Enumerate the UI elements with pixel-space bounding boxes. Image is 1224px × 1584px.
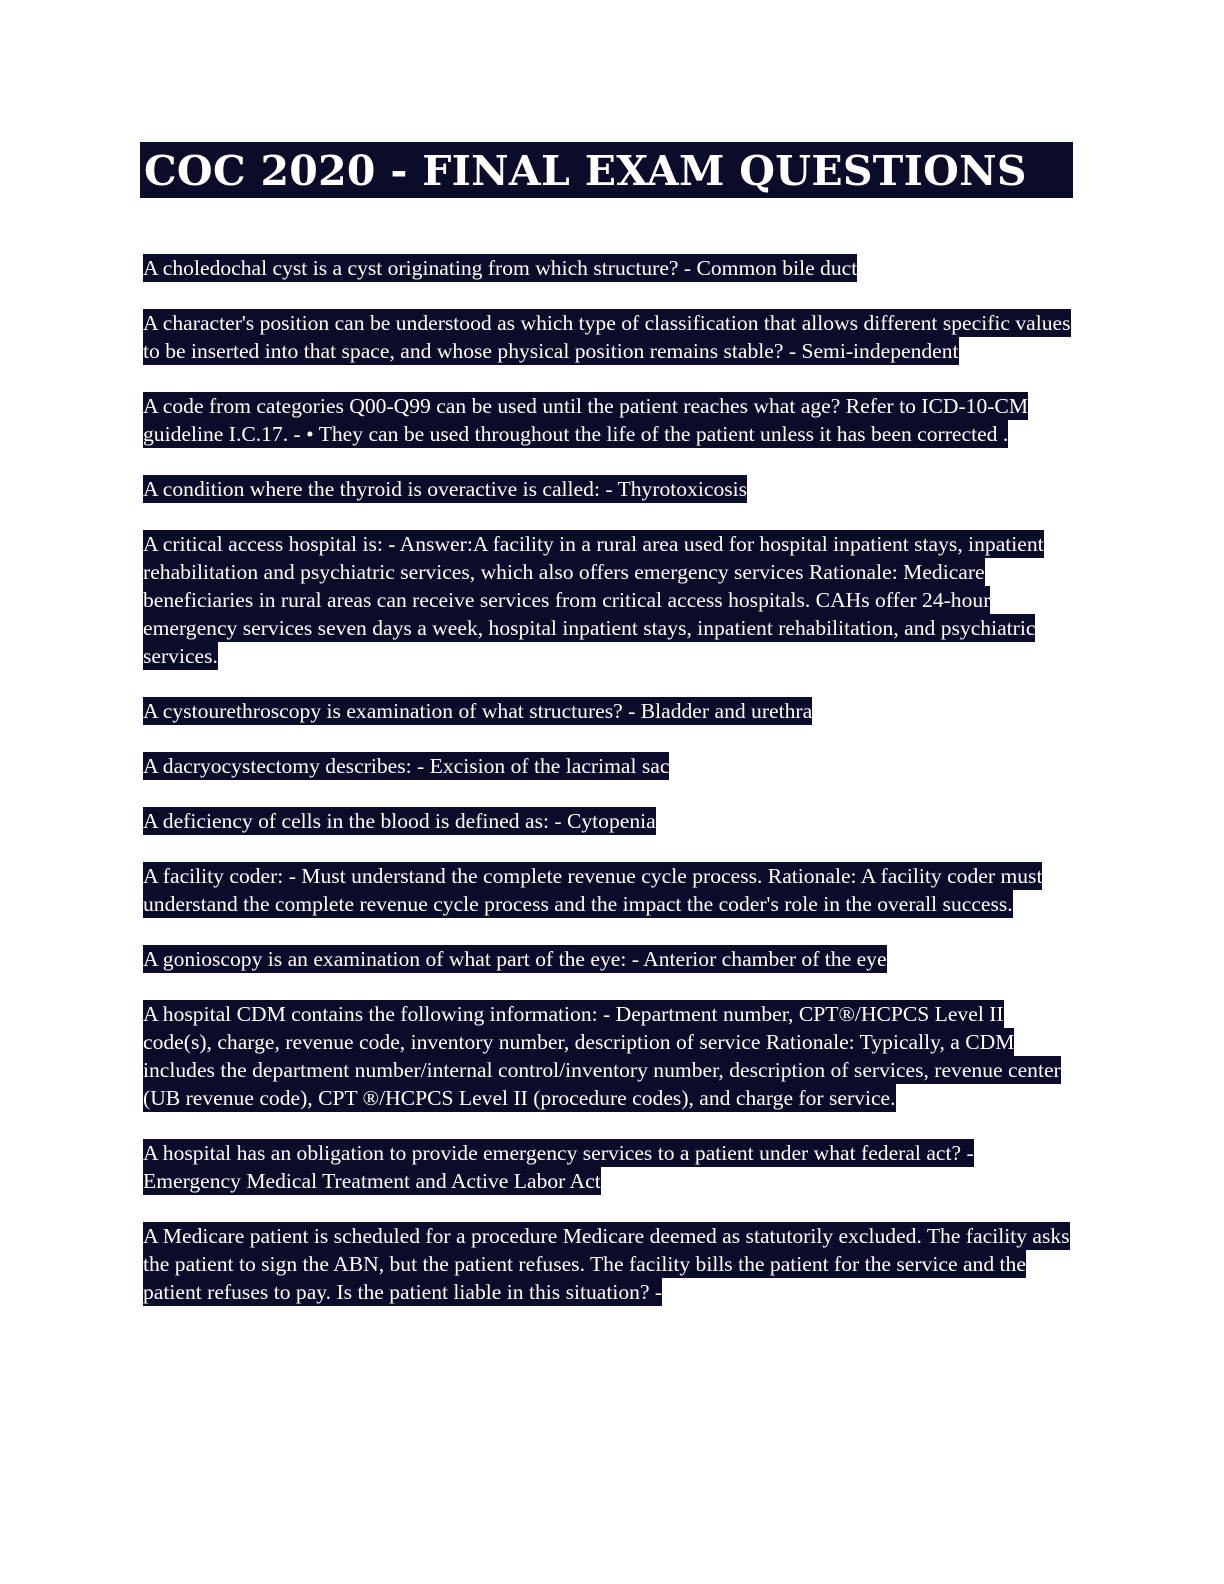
question-item bbox=[143, 1000, 1073, 1112]
question-item bbox=[143, 1139, 1073, 1195]
question-text: A hospital CDM contains the following information: - Department number, CPT®/HCPCS Level II code(s), charge, revenue code, inventory number, description of service Rationale: Typically, a CDM includes the department number/internal control/inventory number, description of services, revenue center (UB revenue code), CPT ®/HCPCS Level II (procedure codes), and charge for service. bbox=[143, 1002, 1061, 1110]
question-text: A choledochal cyst is a cyst originating from which structure? - Common bile duct bbox=[143, 256, 858, 280]
question-text: A Medicare patient is scheduled for a procedure Medicare deemed as statutorily excluded. The facility asks the patient to sign the ABN, but the patient refuses. The facility bills the patient for the service and the patient refuses to pay. Is the patient liable in this situation? - bbox=[143, 1224, 1070, 1304]
question-item bbox=[143, 752, 1073, 780]
question-text: A gonioscopy is an examination of what part of the eye: - Anterior chamber of the eye bbox=[143, 947, 887, 971]
question-text: A cystourethroscopy is examination of what structures? - Bladder and urethra bbox=[143, 699, 813, 723]
question-text: A code from categories Q00-Q99 can be used until the patient reaches what age? Refer to ICD-10-CM guideline I.C.17. - • They can be used throughout the life of the patient unless it has been corrected . bbox=[143, 394, 1029, 446]
question-item bbox=[143, 309, 1073, 365]
question-item bbox=[143, 392, 1073, 448]
question-text: A hospital has an obligation to provide emergency services to a patient under what federal act? - Emergency Medical Treatment and Active Labor Act bbox=[143, 1141, 974, 1193]
question-text: A critical access hospital is: - Answer:A facility in a rural area used for hospital inpatient stays, inpatient rehabilitation and psychiatric services, which also offers emergency services Rationale: Medicare beneficiaries in rural areas can receive services from critical access hospitals. CAHs offer 24-hour emergency services seven days a week, hospital inpatient stays, inpatient rehabilitation, and psychiatric services. bbox=[143, 532, 1044, 668]
question-item bbox=[143, 475, 1073, 503]
question-item bbox=[143, 254, 1073, 282]
question-text: A condition where the thyroid is overactive is called: - Thyrotoxicosis bbox=[143, 477, 748, 501]
question-item bbox=[143, 1222, 1073, 1306]
question-item bbox=[143, 862, 1073, 918]
question-text: A deficiency of cells in the blood is defined as: - Cytopenia bbox=[143, 809, 656, 833]
question-list bbox=[143, 254, 1073, 1333]
document-title: COC 2020 - FINAL EXAM QUESTIONS bbox=[144, 147, 1027, 195]
question-item bbox=[143, 945, 1073, 973]
question-text: A dacryocystectomy describes: - Excision of the lacrimal sac bbox=[143, 754, 670, 778]
question-item bbox=[143, 807, 1073, 835]
question-item bbox=[143, 530, 1073, 670]
question-item bbox=[143, 697, 1073, 725]
question-text: A facility coder: - Must understand the complete revenue cycle process. Rationale: A facility coder must understand the complete revenue cycle process and the impact the coder's role in the overall success. bbox=[143, 864, 1043, 916]
document-title-bar bbox=[140, 142, 1073, 198]
question-text: A character's position can be understood as which type of classification that allows different specific values to be inserted into that space, and whose physical position remains stable? - Semi-independent bbox=[143, 311, 1071, 363]
